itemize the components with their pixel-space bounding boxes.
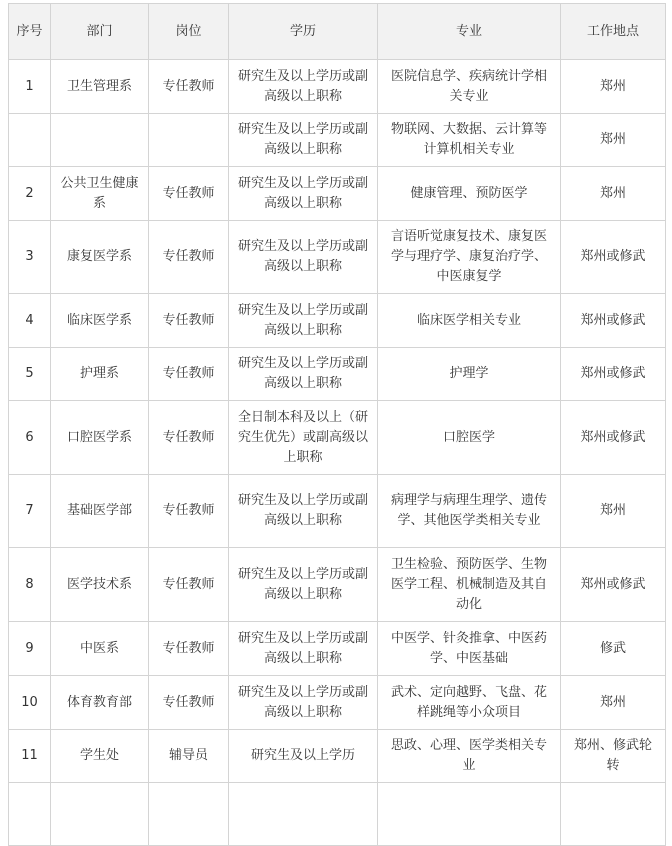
cell-edu: 研究生及以上学历 xyxy=(229,730,378,783)
cell-edu: 研究生及以上学历或副高级以上职称 xyxy=(229,167,378,221)
table-row xyxy=(9,548,666,622)
cell-no: 5 xyxy=(9,348,51,401)
cell-edu: 研究生及以上学历或副高级以上职称 xyxy=(229,114,378,167)
cell-post: 专任教师 xyxy=(149,60,229,114)
cell-no: 2 xyxy=(9,167,51,221)
table-row xyxy=(9,475,666,548)
cell-major: 卫生检验、预防医学、生物医学工程、机械制造及其自动化 xyxy=(378,548,561,622)
cell-location: 郑州 xyxy=(561,475,666,548)
cell-major: 护理学 xyxy=(378,348,561,401)
table-row xyxy=(9,730,666,783)
table-row xyxy=(9,294,666,348)
cell-major xyxy=(378,783,561,846)
cell-no xyxy=(9,114,51,167)
cell-dept: 医学技术系 xyxy=(51,548,149,622)
header-post: 岗位 xyxy=(149,4,229,60)
cell-major: 医院信息学、疾病统计学相关专业 xyxy=(378,60,561,114)
cell-location: 郑州 xyxy=(561,114,666,167)
cell-location: 郑州、修武轮转 xyxy=(561,730,666,783)
header-edu: 学历 xyxy=(229,4,378,60)
cell-post: 专任教师 xyxy=(149,622,229,676)
cell-post xyxy=(149,114,229,167)
recruitment-table xyxy=(8,3,666,846)
cell-location: 郑州或修武 xyxy=(561,294,666,348)
cell-edu: 研究生及以上学历或副高级以上职称 xyxy=(229,294,378,348)
cell-edu: 研究生及以上学历或副高级以上职称 xyxy=(229,548,378,622)
cell-major: 健康管理、预防医学 xyxy=(378,167,561,221)
cell-major: 临床医学相关专业 xyxy=(378,294,561,348)
cell-dept: 口腔医学系 xyxy=(51,401,149,475)
cell-major: 病理学与病理生理学、遗传学、其他医学类相关专业 xyxy=(378,475,561,548)
header-location: 工作地点 xyxy=(561,4,666,60)
table-row xyxy=(9,167,666,221)
cell-no: 10 xyxy=(9,676,51,730)
cell-location: 郑州或修武 xyxy=(561,401,666,475)
cell-dept xyxy=(51,114,149,167)
cell-post: 辅导员 xyxy=(149,730,229,783)
cell-edu: 研究生及以上学历或副高级以上职称 xyxy=(229,676,378,730)
cell-dept: 学生处 xyxy=(51,730,149,783)
cell-post: 专任教师 xyxy=(149,401,229,475)
header-major: 专业 xyxy=(378,4,561,60)
cell-post xyxy=(149,783,229,846)
cell-no: 6 xyxy=(9,401,51,475)
cell-no: 11 xyxy=(9,730,51,783)
cell-no: 9 xyxy=(9,622,51,676)
table-row xyxy=(9,348,666,401)
cell-dept xyxy=(51,783,149,846)
cell-location: 郑州或修武 xyxy=(561,548,666,622)
cell-post: 专任教师 xyxy=(149,475,229,548)
cell-edu xyxy=(229,783,378,846)
cell-edu: 研究生及以上学历或副高级以上职称 xyxy=(229,348,378,401)
table-row xyxy=(9,783,666,846)
table-row xyxy=(9,676,666,730)
cell-location: 郑州或修武 xyxy=(561,348,666,401)
cell-dept: 护理系 xyxy=(51,348,149,401)
cell-major: 言语听觉康复技术、康复医学与理疗学、康复治疗学、中医康复学 xyxy=(378,221,561,294)
cell-post: 专任教师 xyxy=(149,548,229,622)
cell-post: 专任教师 xyxy=(149,676,229,730)
cell-location: 郑州或修武 xyxy=(561,221,666,294)
cell-location: 修武 xyxy=(561,622,666,676)
cell-no: 7 xyxy=(9,475,51,548)
cell-post: 专任教师 xyxy=(149,348,229,401)
cell-major: 思政、心理、医学类相关专业 xyxy=(378,730,561,783)
cell-no: 8 xyxy=(9,548,51,622)
cell-dept: 卫生管理系 xyxy=(51,60,149,114)
cell-major: 武术、定向越野、飞盘、花样跳绳等小众项目 xyxy=(378,676,561,730)
cell-no: 3 xyxy=(9,221,51,294)
cell-post: 专任教师 xyxy=(149,294,229,348)
cell-edu: 研究生及以上学历或副高级以上职称 xyxy=(229,60,378,114)
cell-no: 1 xyxy=(9,60,51,114)
table-row xyxy=(9,60,666,114)
cell-location: 郑州 xyxy=(561,60,666,114)
cell-major: 口腔医学 xyxy=(378,401,561,475)
cell-dept: 临床医学系 xyxy=(51,294,149,348)
table-header-row xyxy=(9,4,666,60)
cell-dept: 体育教育部 xyxy=(51,676,149,730)
cell-location xyxy=(561,783,666,846)
cell-post: 专任教师 xyxy=(149,167,229,221)
cell-no: 4 xyxy=(9,294,51,348)
cell-edu: 研究生及以上学历或副高级以上职称 xyxy=(229,475,378,548)
cell-dept: 中医系 xyxy=(51,622,149,676)
cell-post: 专任教师 xyxy=(149,221,229,294)
cell-edu: 全日制本科及以上（研究生优先）或副高级以上职称 xyxy=(229,401,378,475)
cell-location: 郑州 xyxy=(561,167,666,221)
table-row xyxy=(9,221,666,294)
cell-dept: 基础医学部 xyxy=(51,475,149,548)
cell-edu: 研究生及以上学历或副高级以上职称 xyxy=(229,221,378,294)
cell-dept: 康复医学系 xyxy=(51,221,149,294)
header-dept: 部门 xyxy=(51,4,149,60)
table-row xyxy=(9,401,666,475)
cell-dept: 公共卫生健康系 xyxy=(51,167,149,221)
table-row xyxy=(9,622,666,676)
cell-major: 中医学、针灸推拿、中医药学、中医基础 xyxy=(378,622,561,676)
header-no: 序号 xyxy=(9,4,51,60)
cell-edu: 研究生及以上学历或副高级以上职称 xyxy=(229,622,378,676)
cell-major: 物联网、大数据、云计算等计算机相关专业 xyxy=(378,114,561,167)
table-row xyxy=(9,114,666,167)
cell-location: 郑州 xyxy=(561,676,666,730)
cell-no xyxy=(9,783,51,846)
